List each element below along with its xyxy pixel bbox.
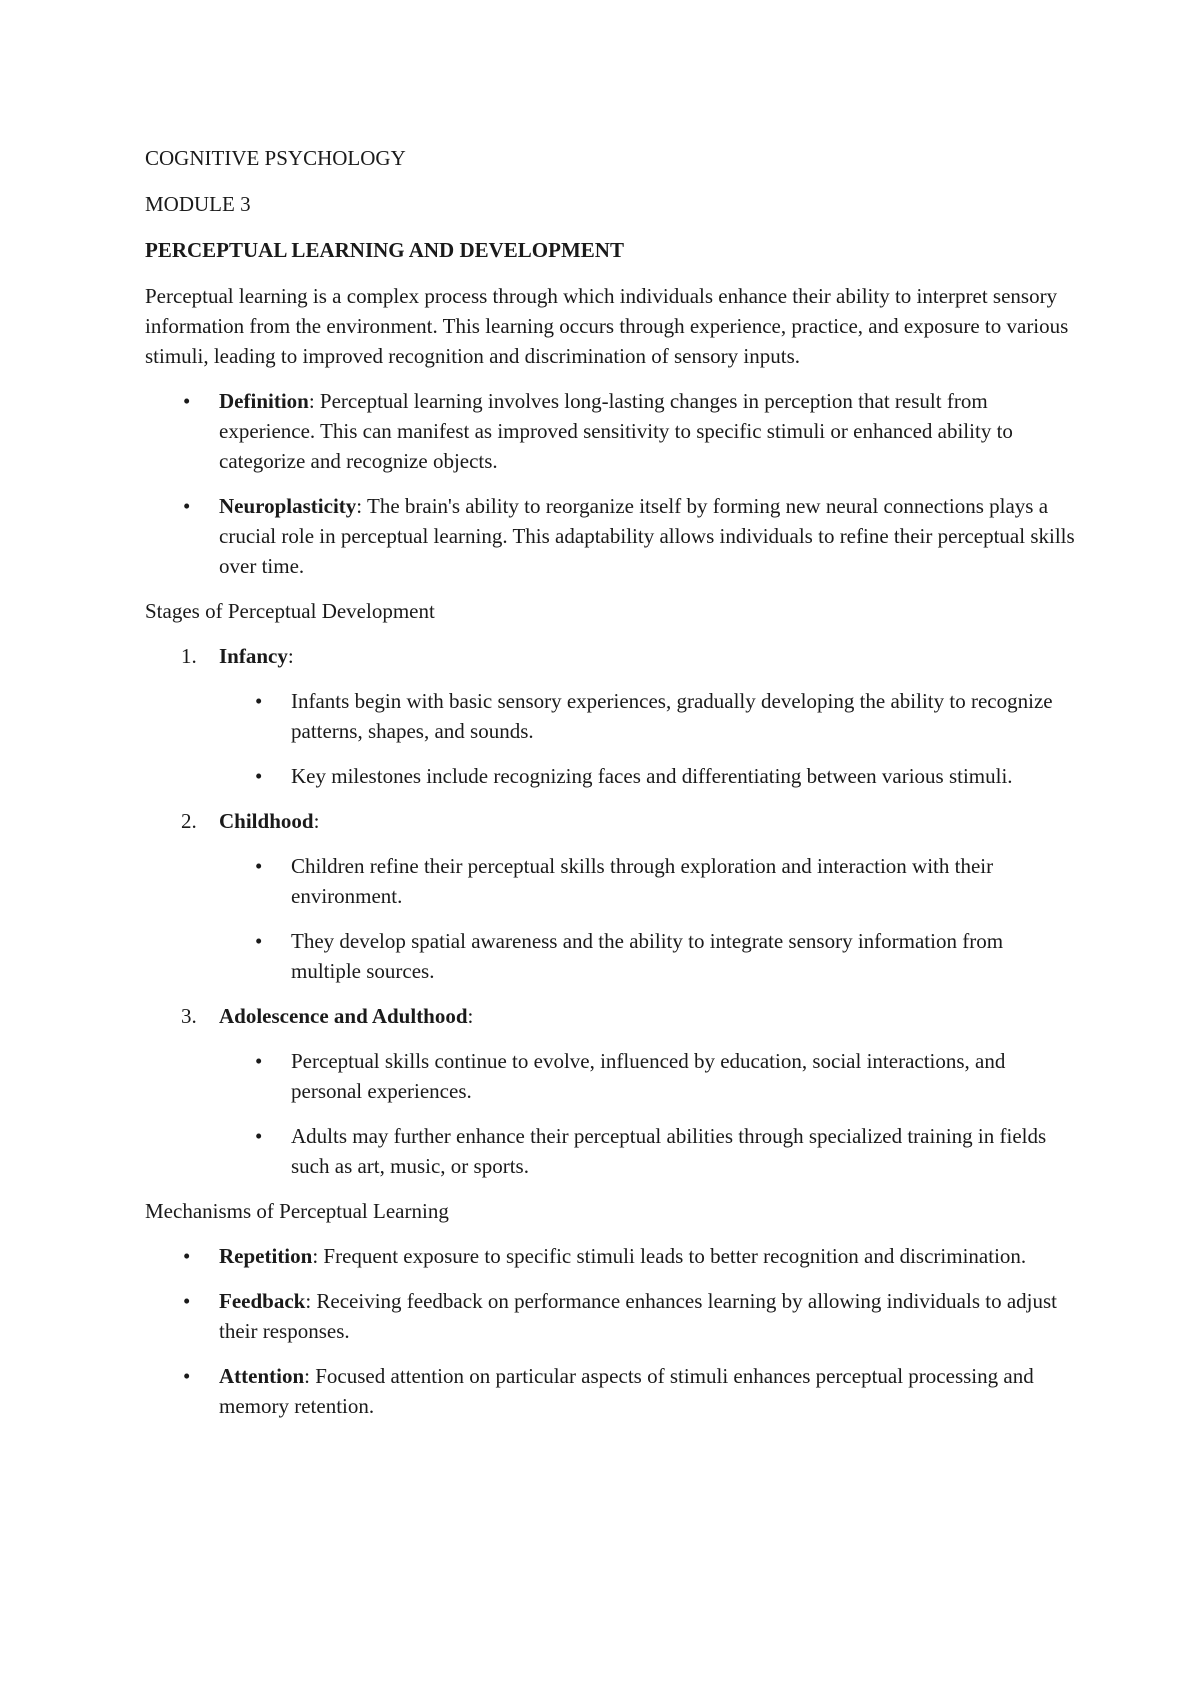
list-item [219, 761, 1065, 791]
bullet-icon: • [183, 1364, 191, 1388]
stage-number: 2. [181, 809, 197, 833]
list-item [145, 386, 1080, 476]
list-item [219, 1121, 1065, 1181]
stage-number: 1. [181, 644, 197, 668]
stage-points [219, 851, 1080, 986]
list-item [145, 491, 1080, 581]
list-item [145, 1241, 1080, 1271]
bullet-icon: • [183, 494, 191, 518]
bullet-icon: • [255, 854, 263, 878]
stage-item [145, 806, 1080, 986]
stage-suffix: : [467, 1004, 474, 1028]
term-label: Neuroplasticity [219, 494, 357, 518]
list-item [145, 1361, 1080, 1421]
bullet-icon: • [255, 1124, 263, 1148]
course-title: COGNITIVE PSYCHOLOGY [145, 146, 406, 170]
point-text: They develop spatial awareness and the ability to integrate sensory information from multiple sources. [291, 929, 1004, 983]
stage-term: Childhood [219, 809, 314, 833]
term-description: : Focused attention on particular aspects of stimuli enhances perceptual processing and memory retention. [219, 1364, 1034, 1418]
stage-item [145, 641, 1080, 791]
stage-term: Adolescence and Adulthood [219, 1004, 468, 1028]
term-label: Definition [219, 389, 309, 413]
stages-list [145, 641, 1080, 1181]
mechanisms-list [145, 1241, 1080, 1421]
stage-points [219, 686, 1080, 791]
stage-number: 3. [181, 1004, 197, 1028]
list-item [219, 926, 1065, 986]
stage-points [219, 1046, 1080, 1181]
point-text: Children refine their perceptual skills through exploration and interaction with their environment. [291, 854, 994, 908]
stage-term: Infancy [219, 644, 288, 668]
point-text: Infants begin with basic sensory experiences, gradually developing the ability to recognize patterns, shapes, and sounds. [291, 689, 1053, 743]
intro-paragraph: Perceptual learning is a complex process through which individuals enhance their ability to interpret sensory information from the environment. This learning occurs through experience, practice, and exposure to various stimuli, leading to improved recognition and discrimination of sensory inputs. [145, 284, 1069, 368]
list-item [145, 1286, 1080, 1346]
stages-title: Stages of Perceptual Development [145, 599, 435, 623]
bullet-icon: • [183, 1289, 191, 1313]
module-label: MODULE 3 [145, 192, 251, 216]
bullet-icon: • [255, 689, 263, 713]
term-description: : Frequent exposure to specific stimuli leads to better recognition and discrimination. [312, 1244, 1027, 1268]
stage-suffix: : [287, 644, 294, 668]
list-item [219, 1046, 1065, 1106]
term-label: Feedback [219, 1289, 306, 1313]
term-description: : Receiving feedback on performance enhances learning by allowing individuals to adjust their responses. [219, 1289, 1058, 1343]
term-description: : The brain's ability to reorganize itself by forming new neural connections plays a crucial role in perceptual learning. This adaptability allows individuals to refine their perceptual skills over time. [219, 494, 1075, 578]
bullet-icon: • [183, 389, 191, 413]
section-heading: PERCEPTUAL LEARNING AND DEVELOPMENT [145, 238, 624, 262]
key-points-list [145, 386, 1080, 581]
stage-suffix: : [313, 809, 320, 833]
term-label: Repetition [219, 1244, 313, 1268]
point-text: Key milestones include recognizing faces and differentiating between various stimuli. [291, 764, 1013, 788]
point-text: Adults may further enhance their perceptual abilities through specialized training in fields such as art, music, or sports. [291, 1124, 1047, 1178]
list-item [219, 686, 1065, 746]
bullet-icon: • [183, 1244, 191, 1268]
bullet-icon: • [255, 929, 263, 953]
bullet-icon: • [255, 764, 263, 788]
stage-item [145, 1001, 1080, 1181]
term-label: Attention [219, 1364, 305, 1388]
point-text: Perceptual skills continue to evolve, influenced by education, social interactions, and personal experiences. [291, 1049, 1006, 1103]
term-description: : Perceptual learning involves long-lasting changes in perception that result from experience. This can manifest as improved sensitivity to specific stimuli or enhanced ability to categorize and recognize objects. [219, 389, 1013, 473]
mechanisms-title: Mechanisms of Perceptual Learning [145, 1199, 449, 1223]
bullet-icon: • [255, 1049, 263, 1073]
list-item [219, 851, 1065, 911]
